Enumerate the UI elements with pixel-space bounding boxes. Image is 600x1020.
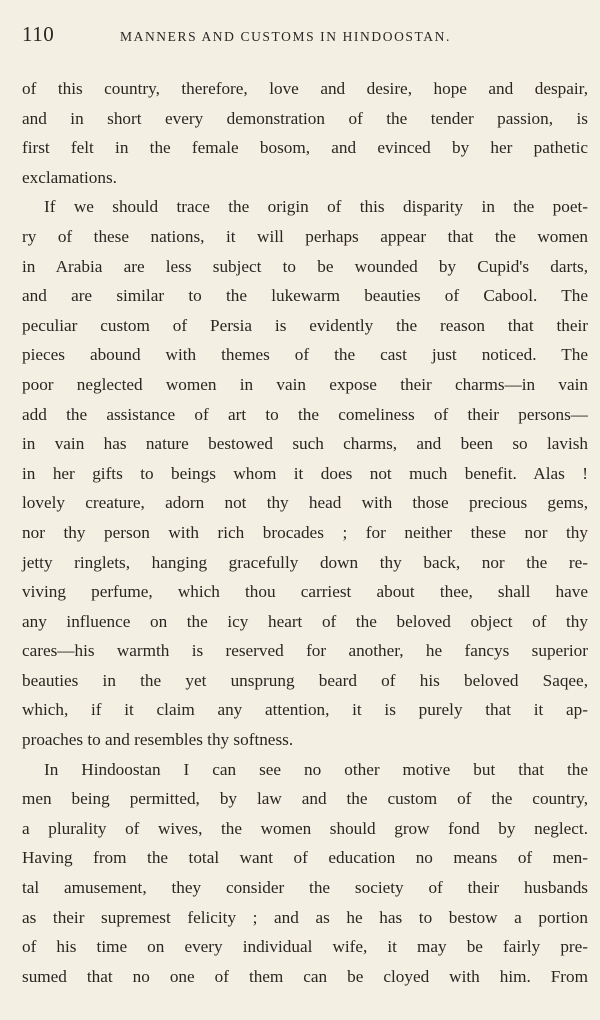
body-text	[22, 74, 588, 991]
text-line: first felt in the female bosom, and evinced by her pathetic	[22, 138, 588, 158]
text-line: nor thy person with rich brocades ; for neither these nor thy	[22, 522, 588, 542]
text-line: men being permitted, by law and the custom of the country,	[22, 789, 588, 809]
text-line: a plurality of wives, the women should grow fond by neglect.	[22, 818, 588, 838]
text-line: pieces abound with themes of the cast just noticed. The	[22, 345, 588, 365]
text-line: in vain has nature bestowed such charms, and been so lavish	[22, 434, 588, 454]
text-line: cares—his warmth is reserved for another, he fancys superior	[22, 641, 588, 661]
text-line: and in short every demonstration of the tender passion, is	[22, 108, 588, 128]
text-line: ry of these nations, it will perhaps appear that the women	[22, 226, 588, 246]
text-line: poor neglected women in vain expose their charms—in vain	[22, 374, 588, 394]
running-head	[22, 22, 588, 56]
text-line: beauties in the yet unsprung beard of his beloved Saqee,	[22, 670, 588, 690]
text-line: exclamations.	[22, 167, 117, 187]
text-line: Having from the total want of education no means of men-	[22, 848, 588, 868]
text-line: any influence on the icy heart of the beloved object of thy	[22, 611, 588, 631]
text-line: in her gifts to beings whom it does not much benefit. Alas !	[22, 463, 588, 483]
text-line: which, if it claim any attention, it is purely that it ap-	[22, 700, 588, 720]
text-line: If we should trace the origin of this disparity in the poet-	[44, 197, 588, 217]
text-line: of his time on every individual wife, it may be fairly pre-	[22, 937, 588, 957]
text-line: as their supremest felicity ; and as he has to bestow a portion	[22, 907, 588, 927]
text-line: jetty ringlets, hanging gracefully down thy back, nor the re-	[22, 552, 588, 572]
text-line: In Hindoostan I can see no other motive but that the	[44, 759, 588, 779]
running-head-title: MANNERS AND CUSTOMS IN HINDOOSTAN.	[120, 29, 451, 44]
text-line: viving perfume, which thou carriest about thee, shall have	[22, 582, 588, 602]
page-number: 110	[22, 22, 55, 46]
text-line: lovely creature, adorn not thy head with those precious gems,	[22, 493, 588, 513]
text-line: peculiar custom of Persia is evidently the reason that their	[22, 315, 588, 335]
text-line: in Arabia are less subject to be wounded by Cupid's darts,	[22, 256, 588, 276]
text-line: tal amusement, they consider the society of their husbands	[22, 878, 588, 898]
text-line: proaches to and resembles thy softness.	[22, 730, 294, 750]
text-line: add the assistance of art to the comeliness of their persons—	[22, 404, 588, 424]
text-line: sumed that no one of them can be cloyed with him. From	[22, 966, 588, 986]
text-line: of this country, therefore, love and desire, hope and despair,	[22, 79, 588, 98]
text-line: and are similar to the lukewarm beauties of Cabool. The	[22, 286, 588, 306]
